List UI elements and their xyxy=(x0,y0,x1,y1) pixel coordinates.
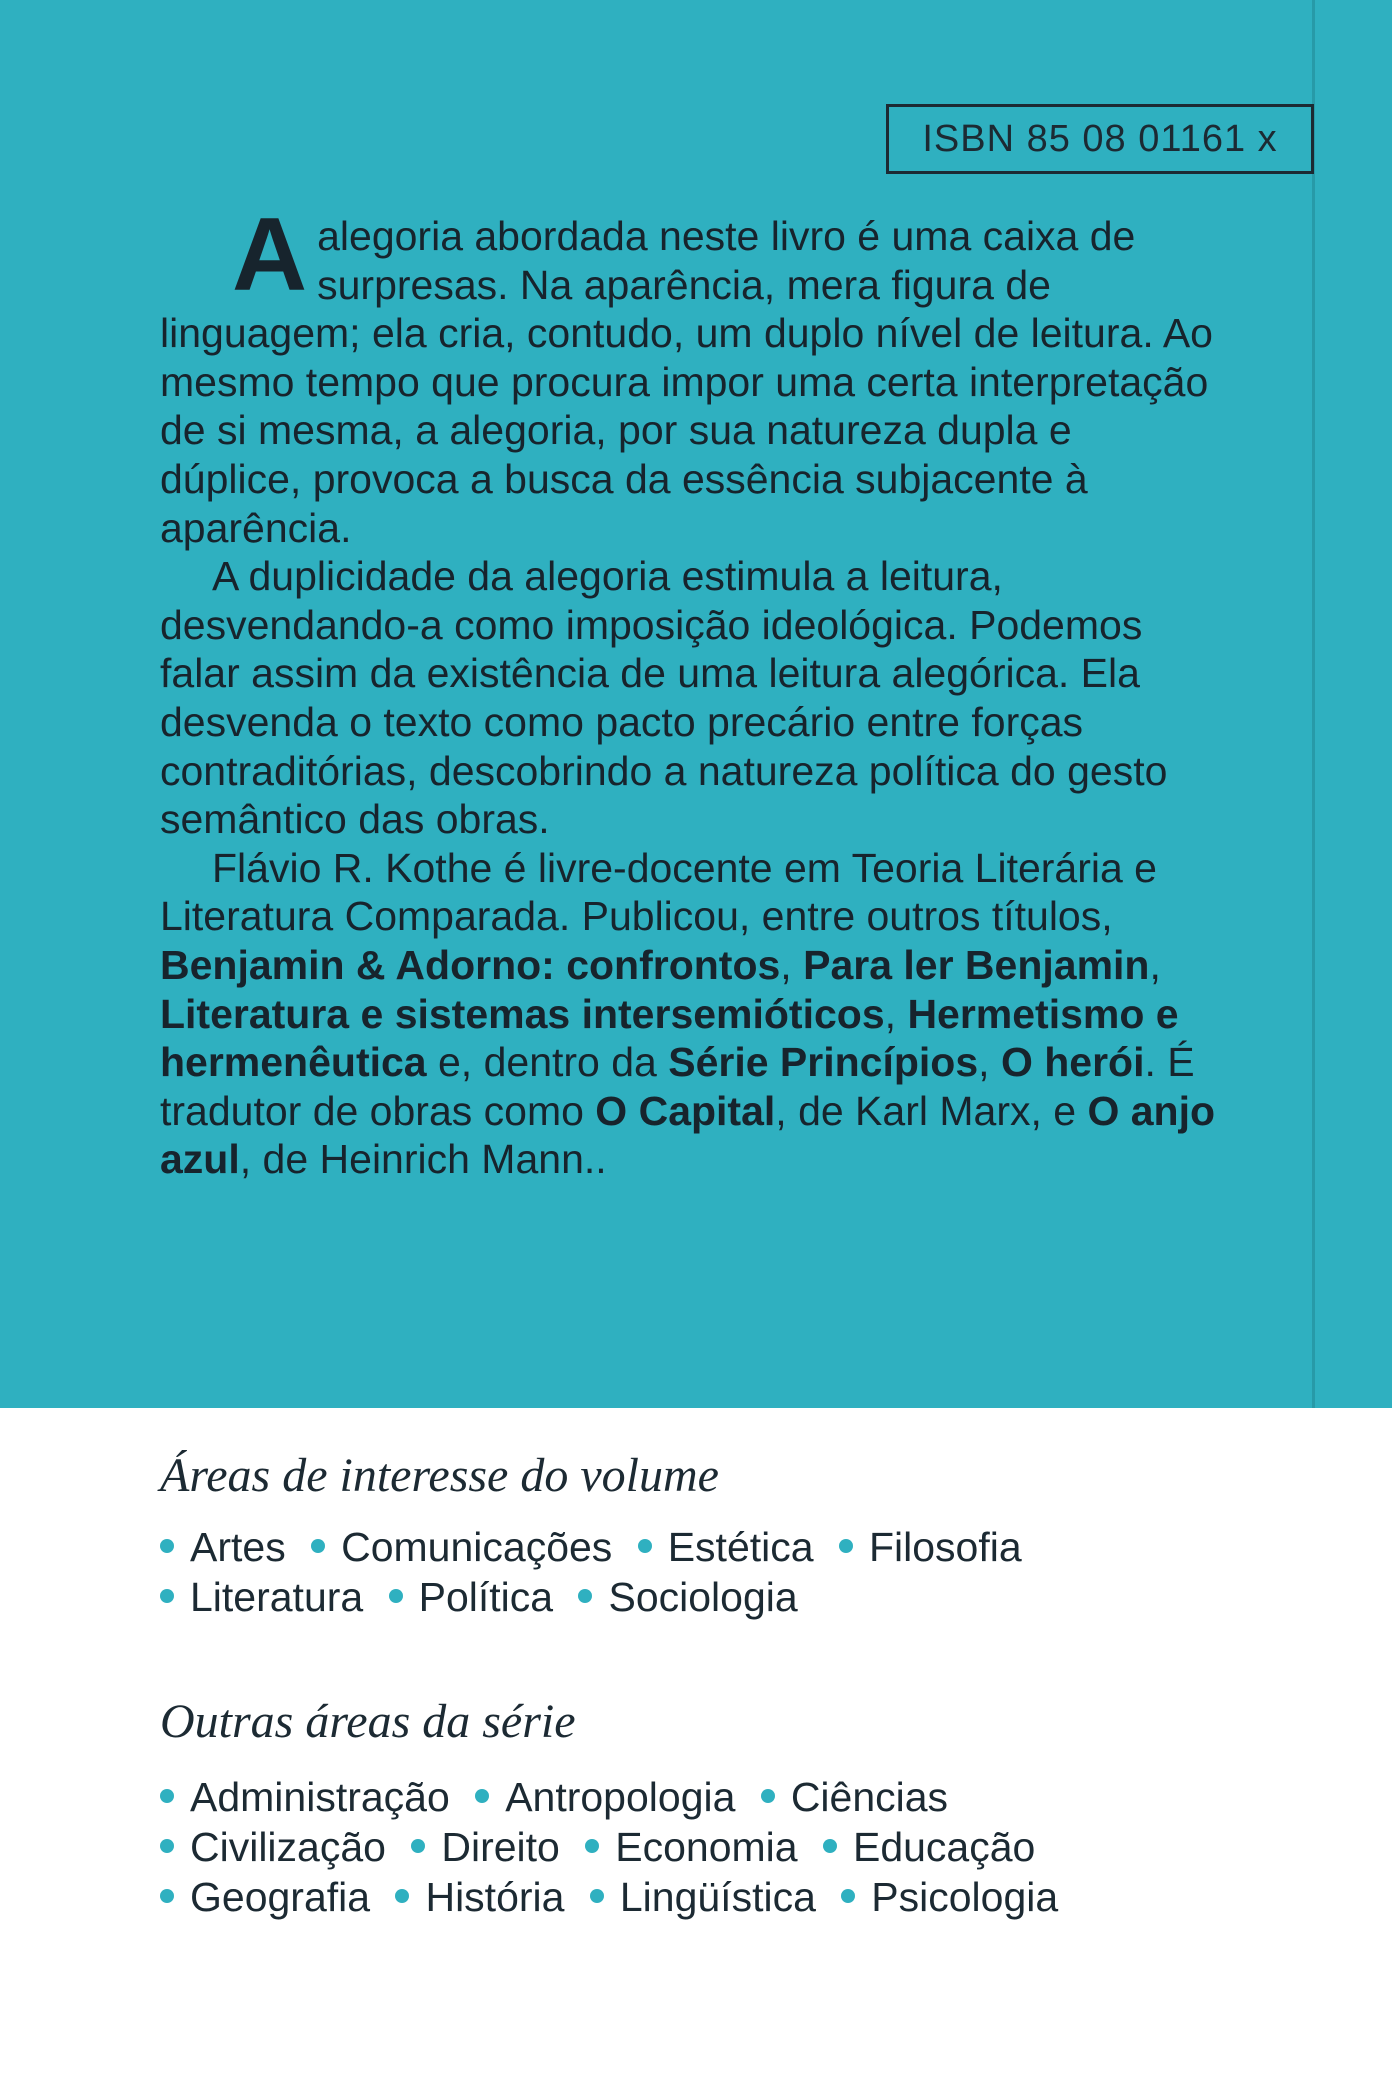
spine-fold-line xyxy=(1312,0,1315,1408)
area-tag: Ciências xyxy=(761,1774,948,1820)
blurb-paragraph-2: A duplicidade da alegoria estimula a leitura, desvendando-a como imposição ideológica. Podemos falar assim da existência de uma leitura alegórica. Ela desvenda o texto como pacto precário entre forças contraditórias, descobrindo a natureza política do gesto semântico das obras. xyxy=(160,553,1168,843)
area-tag: Administração xyxy=(160,1774,450,1820)
area-tag: História xyxy=(395,1874,564,1920)
series-title: Série Princípios xyxy=(668,1039,979,1086)
blurb-paragraph-1-text: alegoria abordada neste livro é uma caixa de surpresas. Na aparência, mera figura de linguagem; ela cria, contudo, um duplo nível de leitura. Ao mesmo tempo que procura impor uma certa interpretação de si mesma, a alegoria, por sua natureza dupla e dúplice, provoca a busca da essência subjacente à aparência. xyxy=(160,213,1213,551)
area-tag: Psicologia xyxy=(841,1874,1058,1920)
bullet-icon xyxy=(590,1889,604,1903)
bullet-icon xyxy=(841,1889,855,1903)
area-tag: Filosofia xyxy=(839,1524,1022,1570)
areas-volume-list xyxy=(160,1522,1260,1622)
area-tag: Educação xyxy=(823,1824,1035,1870)
bullet-icon xyxy=(761,1789,775,1803)
book-title: O anjo azul xyxy=(160,1087,1216,1183)
area-tag: Economia xyxy=(585,1824,797,1870)
bullet-icon xyxy=(475,1789,489,1803)
drop-cap: A xyxy=(232,197,308,313)
bio-text: . É tradutor de obras como xyxy=(160,1039,1195,1134)
bullet-icon xyxy=(578,1589,592,1603)
blurb-text xyxy=(160,197,1220,1184)
area-tag: Direito xyxy=(411,1824,559,1870)
bio-text: Flávio R. Kothe é livre-docente em Teoria Literária e Literatura Comparada. Publicou, entre outros títulos, xyxy=(160,844,1157,940)
area-tag: Antropologia xyxy=(475,1774,735,1820)
bio-text: e, dentro da xyxy=(426,1039,669,1086)
area-tag: Comunicações xyxy=(311,1524,612,1570)
bullet-icon xyxy=(160,1539,174,1553)
bullet-icon xyxy=(395,1889,409,1903)
bullet-icon xyxy=(160,1889,174,1903)
area-tag: Artes xyxy=(160,1524,286,1570)
bullet-icon xyxy=(160,1789,174,1803)
area-tag: Civilização xyxy=(160,1824,386,1870)
area-tag: Geografia xyxy=(160,1874,370,1920)
areas-serie-title: Outras áreas da série xyxy=(160,1695,576,1748)
area-tag: Lingüística xyxy=(590,1874,816,1920)
area-tag: Sociologia xyxy=(578,1574,797,1620)
area-tag: Política xyxy=(389,1574,553,1620)
bullet-icon xyxy=(311,1539,325,1553)
bullet-icon xyxy=(160,1589,174,1603)
bullet-icon xyxy=(160,1839,174,1853)
bio-text: , de Karl Marx, e xyxy=(775,1087,1088,1134)
book-title: Literatura e sistemas intersemióticos xyxy=(160,990,885,1037)
book-title: Hermetismo e hermenêutica xyxy=(160,990,1179,1086)
areas-volume-title: Áreas de interesse do volume xyxy=(160,1449,719,1502)
bullet-icon xyxy=(411,1839,425,1853)
area-tag: Estética xyxy=(638,1524,814,1570)
bullet-icon xyxy=(389,1589,403,1603)
bio-text: , de Heinrich Mann.. xyxy=(239,1136,607,1183)
isbn-box: ISBN 85 08 01161 x xyxy=(886,104,1314,174)
bullet-icon xyxy=(823,1839,837,1853)
book-title: O herói xyxy=(1000,1039,1145,1086)
areas-serie-list xyxy=(160,1772,1260,1922)
author-bio xyxy=(160,844,1220,1184)
bio-text: , xyxy=(978,1039,1001,1086)
bullet-icon xyxy=(638,1539,652,1553)
bio-text: , xyxy=(780,941,804,988)
bio-text: , xyxy=(1149,941,1161,988)
blurb-paragraph-1 xyxy=(160,197,1220,552)
book-title: Benjamin & Adorno: confrontos xyxy=(160,941,781,988)
bullet-icon xyxy=(585,1839,599,1853)
bullet-icon xyxy=(839,1539,853,1553)
bio-text: , xyxy=(884,990,908,1037)
book-title: O Capital xyxy=(595,1087,776,1134)
book-title: Para ler Benjamin xyxy=(803,941,1150,988)
area-tag: Literatura xyxy=(160,1574,363,1620)
